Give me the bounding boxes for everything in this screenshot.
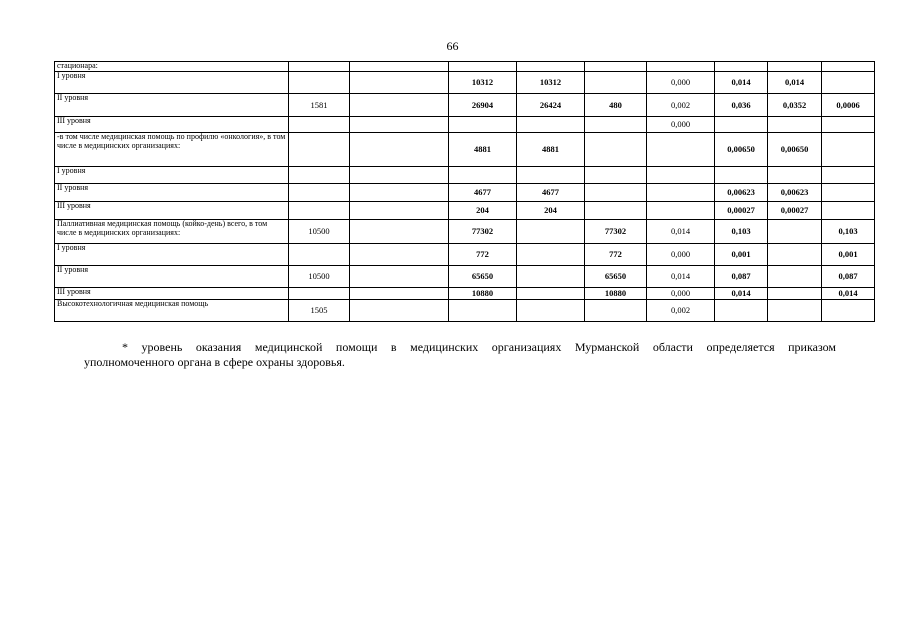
table-cell: 0,000 bbox=[647, 288, 715, 300]
table-cell bbox=[350, 288, 449, 300]
row-label: стационара: bbox=[55, 62, 289, 72]
table-cell: 0,0352 bbox=[768, 94, 822, 117]
table-cell bbox=[647, 202, 715, 220]
table-cell bbox=[517, 167, 585, 184]
table-cell bbox=[449, 167, 517, 184]
table-cell: 0,087 bbox=[822, 266, 875, 288]
row-label: II уровня bbox=[55, 266, 289, 288]
table-cell bbox=[715, 300, 768, 322]
page-number: 66 bbox=[446, 39, 459, 53]
table-cell: 10312 bbox=[449, 72, 517, 94]
row-label: -в том числе медицинская помощь по профилю «онкология», в том числе в медицинских организациях: bbox=[55, 133, 289, 167]
table-cell bbox=[585, 184, 647, 202]
table-cell bbox=[822, 133, 875, 167]
table-cell: 0,014 bbox=[822, 288, 875, 300]
table-cell bbox=[350, 300, 449, 322]
table-row bbox=[55, 94, 875, 117]
table-cell bbox=[449, 117, 517, 133]
table-cell bbox=[350, 244, 449, 266]
table-cell: 0,014 bbox=[715, 72, 768, 94]
table-cell bbox=[768, 244, 822, 266]
table-cell bbox=[289, 62, 350, 72]
table-cell bbox=[289, 202, 350, 220]
table-cell bbox=[822, 184, 875, 202]
table-cell bbox=[289, 72, 350, 94]
medical-care-table bbox=[54, 61, 875, 322]
table-cell bbox=[585, 72, 647, 94]
table-cell: 4677 bbox=[517, 184, 585, 202]
table-cell bbox=[517, 117, 585, 133]
table-cell: 4881 bbox=[449, 133, 517, 167]
table-cell: 0,0006 bbox=[822, 94, 875, 117]
table-cell bbox=[350, 72, 449, 94]
table-cell: 204 bbox=[449, 202, 517, 220]
table-cell bbox=[585, 167, 647, 184]
table-cell: 65650 bbox=[585, 266, 647, 288]
table-cell bbox=[350, 94, 449, 117]
table-cell: 10500 bbox=[289, 220, 350, 244]
table-cell: 0,001 bbox=[715, 244, 768, 266]
table-cell: 772 bbox=[449, 244, 517, 266]
table-cell: 0,014 bbox=[647, 266, 715, 288]
table-cell bbox=[517, 220, 585, 244]
table-cell bbox=[768, 300, 822, 322]
table-row bbox=[55, 167, 875, 184]
table-cell: 204 bbox=[517, 202, 585, 220]
row-label: II уровня bbox=[55, 94, 289, 117]
table-cell: 4677 bbox=[449, 184, 517, 202]
row-label: I уровня bbox=[55, 72, 289, 94]
footnote-line-1: * уровень оказания медицинской помощи в медицинских организациях Мурманской области определяется приказом bbox=[122, 340, 836, 354]
table-cell bbox=[289, 117, 350, 133]
table-row bbox=[55, 62, 875, 72]
footnote bbox=[84, 340, 836, 370]
table-cell bbox=[350, 62, 449, 72]
table-cell: 0,103 bbox=[715, 220, 768, 244]
table-cell bbox=[350, 184, 449, 202]
table-cell bbox=[289, 184, 350, 202]
table-cell: 0,103 bbox=[822, 220, 875, 244]
table-cell: 65650 bbox=[449, 266, 517, 288]
row-label: I уровня bbox=[55, 244, 289, 266]
table-cell bbox=[449, 300, 517, 322]
table-cell bbox=[350, 220, 449, 244]
table-cell bbox=[822, 62, 875, 72]
row-label: I уровня bbox=[55, 167, 289, 184]
table-cell bbox=[585, 202, 647, 220]
table-cell: 10312 bbox=[517, 72, 585, 94]
table-row bbox=[55, 244, 875, 266]
table-cell: 10500 bbox=[289, 266, 350, 288]
table-cell: 480 bbox=[585, 94, 647, 117]
table-cell bbox=[289, 167, 350, 184]
table-cell bbox=[350, 117, 449, 133]
table-cell: 4881 bbox=[517, 133, 585, 167]
table-row bbox=[55, 184, 875, 202]
table-cell bbox=[822, 72, 875, 94]
table-row bbox=[55, 288, 875, 300]
table-cell: 772 bbox=[585, 244, 647, 266]
row-label: Паллиативная медицинская помощь (койко-день) всего, в том числе в медицинских организациях: bbox=[55, 220, 289, 244]
table-row bbox=[55, 117, 875, 133]
table-cell bbox=[350, 167, 449, 184]
table-cell: 1505 bbox=[289, 300, 350, 322]
table-cell bbox=[768, 62, 822, 72]
table-cell: 0,00027 bbox=[768, 202, 822, 220]
table-cell: 26424 bbox=[517, 94, 585, 117]
table-cell bbox=[517, 244, 585, 266]
table-cell: 0,002 bbox=[647, 94, 715, 117]
table-cell bbox=[517, 300, 585, 322]
table-cell: 26904 bbox=[449, 94, 517, 117]
table-cell: 0,000 bbox=[647, 244, 715, 266]
table-cell bbox=[768, 117, 822, 133]
table-cell bbox=[715, 62, 768, 72]
table-cell bbox=[647, 184, 715, 202]
row-label: II уровня bbox=[55, 184, 289, 202]
table-cell bbox=[289, 288, 350, 300]
table-cell bbox=[647, 167, 715, 184]
table-cell bbox=[715, 167, 768, 184]
table-cell: 0,087 bbox=[715, 266, 768, 288]
table-cell bbox=[647, 62, 715, 72]
table-row bbox=[55, 300, 875, 322]
table-cell bbox=[715, 117, 768, 133]
table-cell bbox=[585, 300, 647, 322]
table-cell: 10880 bbox=[449, 288, 517, 300]
table-cell bbox=[350, 266, 449, 288]
table-cell bbox=[768, 167, 822, 184]
table-cell: 0,014 bbox=[715, 288, 768, 300]
table-row bbox=[55, 133, 875, 167]
table-cell bbox=[647, 133, 715, 167]
table-cell bbox=[822, 117, 875, 133]
table-cell bbox=[517, 288, 585, 300]
table-cell bbox=[350, 202, 449, 220]
table-row bbox=[55, 220, 875, 244]
table-cell bbox=[289, 133, 350, 167]
table-cell bbox=[768, 220, 822, 244]
table-cell: 0,00650 bbox=[715, 133, 768, 167]
table-cell bbox=[822, 167, 875, 184]
table-cell bbox=[517, 266, 585, 288]
table-cell: 0,00650 bbox=[768, 133, 822, 167]
table-cell bbox=[768, 266, 822, 288]
table-cell: 0,014 bbox=[647, 220, 715, 244]
table-cell: 77302 bbox=[585, 220, 647, 244]
table-row bbox=[55, 72, 875, 94]
table-cell bbox=[585, 117, 647, 133]
table-cell: 0,000 bbox=[647, 117, 715, 133]
row-label: III уровня bbox=[55, 202, 289, 220]
table-cell: 0,001 bbox=[822, 244, 875, 266]
table-cell bbox=[585, 133, 647, 167]
table-cell: 0,00623 bbox=[715, 184, 768, 202]
table-cell: 0,036 bbox=[715, 94, 768, 117]
table-cell bbox=[517, 62, 585, 72]
table-cell: 0,000 bbox=[647, 72, 715, 94]
table-row bbox=[55, 202, 875, 220]
row-label: III уровня bbox=[55, 117, 289, 133]
table-cell bbox=[350, 133, 449, 167]
table-row bbox=[55, 266, 875, 288]
table-cell: 0,00623 bbox=[768, 184, 822, 202]
table-cell: 0,002 bbox=[647, 300, 715, 322]
table-cell: 77302 bbox=[449, 220, 517, 244]
table-cell: 10880 bbox=[585, 288, 647, 300]
table-cell: 0,014 bbox=[768, 72, 822, 94]
table-cell bbox=[822, 300, 875, 322]
table-cell: 1581 bbox=[289, 94, 350, 117]
table-cell bbox=[585, 62, 647, 72]
row-label: III уровня bbox=[55, 288, 289, 300]
row-label: Высокотехнологичная медицинская помощь bbox=[55, 300, 289, 322]
table-cell bbox=[449, 62, 517, 72]
table-cell bbox=[289, 244, 350, 266]
footnote-line-2: уполномоченного органа в сфере охраны здоровья. bbox=[84, 355, 345, 369]
table-cell bbox=[822, 202, 875, 220]
table-cell: 0,00027 bbox=[715, 202, 768, 220]
table-cell bbox=[768, 288, 822, 300]
